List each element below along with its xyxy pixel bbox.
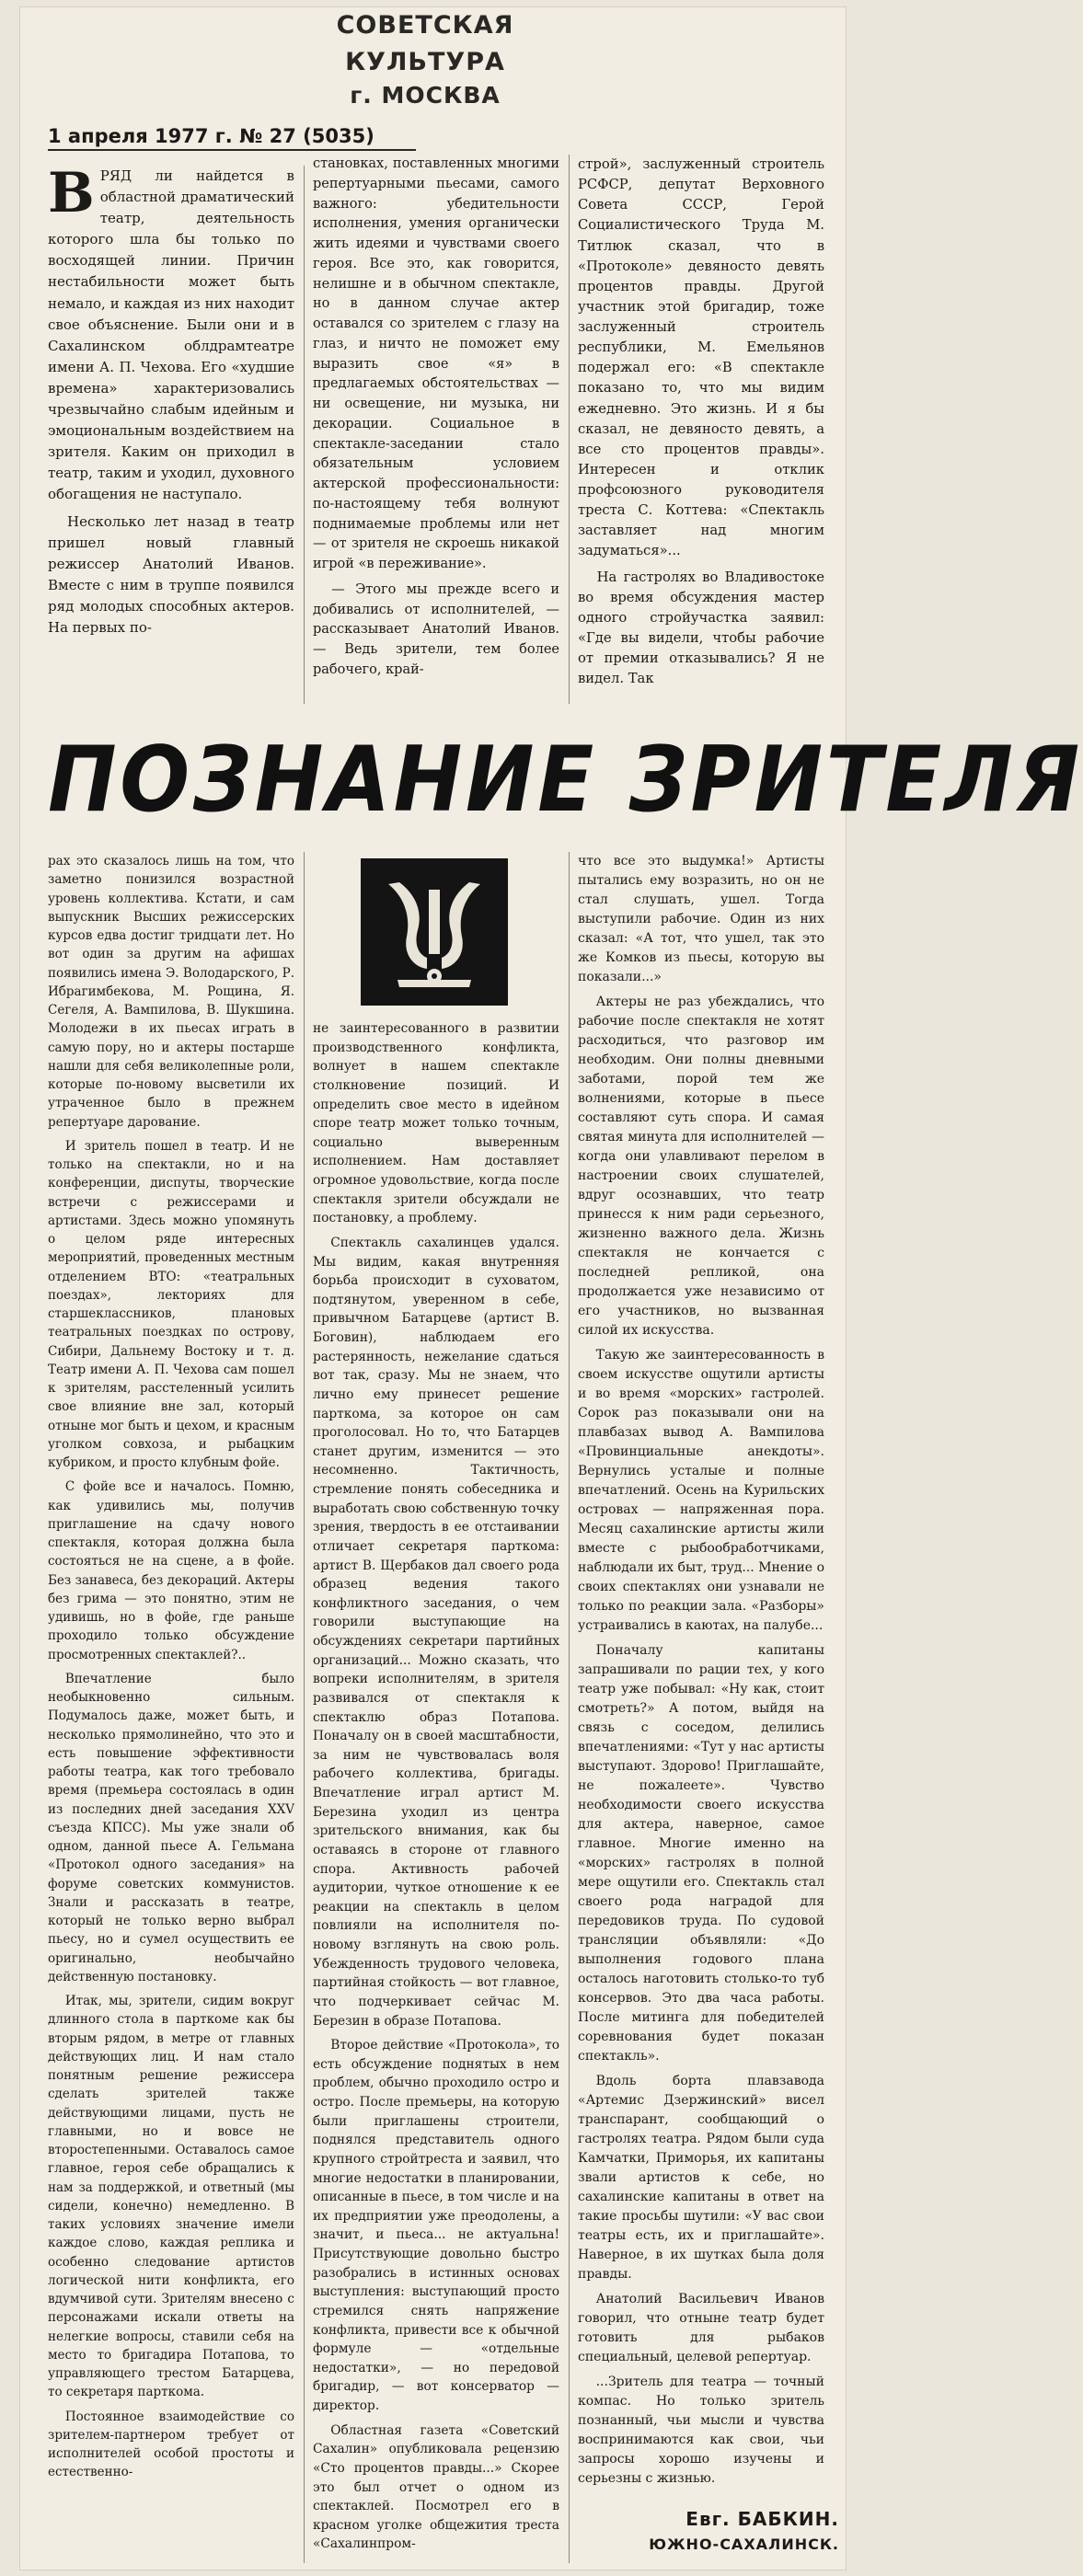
newspaper-city: г. МОСКВА [350,82,501,109]
paragraph: строй», заслуженный строитель РСФСР, депутат Верховного Совета СССР, Герой Социалистического Труда М. Титлюк сказал, что в «Протоколе» девяносто девять процентов правды. Другой участник этой бригадир, тоже заслуженный строитель республики, М. Емельянов подержал его: «В спектакле показано то, что мы видим ежедневно. Это жизнь. И я бы сказал, не девяносто девять, а все сто процентов правды». Интересен и отклик профсоюзного руководителя треста С. Коттева: «Спектакль заставляет над многим задуматься»... [578,156,824,559]
newspaper-clipping [20,7,1083,2570]
paragraph: Спектакль сахалинцев удался. Мы видим, какая внутренняя борьба происходит в суховатом, подтянутом, уверенном в себе, привычном Батарцеве (артист В. Боговин), наблюдаем его растерянность, нежелание сдаться вот так, сразу. Мы не знаем, что лично ему принесет решение парткома, за которое он сам проголосовал. Но то, что Батарцев станет другим, изменится — это несомненно. Тактичность, стремление понять собеседника и выработать свою собственную точку зрения, твердость в ее отстаивании отличает секретаря парткома: артист В. Щербаков дал своего рода образец ведения такого конфликтного заседания, о чем говорили выступающие на обсуждениях секретари партийных организаций... Можно сказать, что вопреки исполнителям, в зрителя развивался от спектакля к спектаклю образ Потапова. Поначалу он в своей масштабности, за ним не чувствовалась воля рабочего коллектива, бригады. Впечатление играл артист М. Березина уходил из центра зрительского внимания, как бы оставаясь в стороне от главного спора. Активность рабочей аудитории, чуткое отношение к ее реакции на спектакль в целом повлияли на исполнителя по-новому взглянуть на свою роль. Убежденность трудового человека, партийная стойкость — вот главное, что подчеркивает сейчас М. Березин в образе Потапова. [313,1235,559,2029]
paragraph: Впечатление было необыкновенно сильным. Подумалось даже, может быть, и несколько прямолинейно, что это и есть повышение эффективности работы театра, как того требовало время (премьера состоялась в один из последних дней заседания XXV съезда КПСС). Мы уже знали об одном, данной пьесе А. Гельмана «Протокол одного заседания» на форуме советских коммунистов. Знали и рассказать в театре, который не только верно выбрал пьесу, но и сумел осуществить ее оригинально, необычайно действенную постановку. [48,1671,294,1984]
paragraph: Актеры не раз убеждались, что рабочие после спектакля не хотят расходиться, что разговор им необходим. Они полны дневными заботами, порой тем же волнениями, которые в пьесе составляют суть спора. И самая святая минута для исполнителей — когда они улавливают перелом в настроении своих слушателей, вдруг осознавших, что театр принесся к ним ради серьезного, жизненно важного дела. Жизнь спектакля не кончается с последней репликой, она продолжается уже независимо от его участников, но вызванная силой их искусства. [578,995,824,1338]
paragraph: Анатолий Васильевич Иванов говорил, что отныне театр будет готовить для рыбаков специальный, целевой репертуар. [578,2292,824,2364]
paragraph: РЯД ли найдется в областной драматический театр, деятельность которого шла бы только по восходящей линии. Причин нестабильности может быть немало, и каждая из них находит свое объяснение. Были они и в Сахалинском облдрамтеатре имени А. П. Чехова. Его «худшие времена» характеризовались чрезвычайно слабым идейным и эмоциональным воздействием на зрителя. Каким он приходил в театр, таким и уходил, духовного обогащения не наступало. [48,167,294,503]
paragraph: не заинтересованного в развитии производственного конфликта, волнует в нашем спектакле столкновение позиций. И определить свое место в идейном споре театр может только точным, социально выверенным исполнением. Нам доставляет огромное удовольствие, когда после спектакля зрители обсуждали не постановку, а проблему. [313,1021,559,1226]
lower-column-2 [313,1019,559,2563]
paragraph: — Этого мы прежде всего и добивались от исполнителей, — рассказывает Анатолий Иванов. — Ведь зрители, тем более рабочего, край- [313,581,559,677]
upper-column-3 [578,155,824,704]
column-divider [304,166,305,704]
paragraph: Вдоль борта плавзавода «Артемис Дзержинский» висел транспарант, сообщающий о гастролях театра. Рядом были суда Камчатки, Приморья, их капитаны звали артистов к себе, но сахалинские капитаны в ответ на такие просьбы шутили: «У вас свои театры есть, их и приглашайте». Наверное, в их шутках была доля правды. [578,2074,824,2282]
theater-emblem-image [361,858,508,1006]
paragraph: Итак, мы, зрители, сидим вокруг длинного стола в парткоме как бы вторым рядом, в метре от главных действующих лиц. И нам стало понятным решение режиссера сделать зрителей также действующими лицами, пусть не главными, но и вовсе не второстепенными. Оставалось самое главное, героя себе обращались к нам за поддержкой, и ответный (мы сидели, конечно) немедленно. В таких условиях значение имели каждое слово, каждая реплика и особенно следование артистов логической нити конфликта, его вдумчивой сути. Зрителям внесено с персонажами искали ответы на нелегкие вопросы, ставили себя на место то бригадира Потапова, то управляющего трестом Батарцева, то секретаря парткома. [48,1994,294,2400]
paragraph: рах это сказалось лишь на том, что заметно понизился возрастной уровень коллектива. Кстати, и сам выпускник Высших режиссерских курсов едва достиг тридцати лет. Но вот один за другим на афишах появились имена Э. Володарского, Р. Ибрагимбекова, М. Рощина, Я. Сегеля, А. Вампилова, В. Шукшина. Молодежи в их пьесах играть в самую пору, но и актеры постарше нашли для себя великолепные роли, которые по-новому высветили их утраченное было в прежнем репертуаре дарование. [48,854,294,1130]
paragraph: Постоянное взаимодействие со зрителем-партнером требует от исполнителей особой простоты и естественно- [48,2409,294,2480]
paragraph: На гастролях во Владивостоке во время обсуждения мастер одного стройучастка заявил: «Где вы видели, чтобы рабочие от премии отказывались? Я не видел. Так [578,569,824,687]
upper-column-2 [313,155,559,704]
headline: ПОЗНАНИЕ ЗРИТЕЛЯ [48,728,1083,833]
paragraph: что все это выдумка!» Артисты пытались ему возразить, но он не стал слушать, ушел. Тогда выступили рабочие. Один из них сказал: «А тот, что ушел, так это же Комков из пьесы, которую вы показали...» [578,854,824,984]
drop-cap: В [48,161,95,225]
paragraph: Второе действие «Протокола», то есть обсуждение поднятых в нем проблем, обычно проходило остро и остро. После премьеры, на которую были приглашены строители, поднялся представитель одного крупного стройтреста и заявил, что многие недостатки в планировании, описанные в пьесе, в том числе и на их предприятии уже преодолены, а значит, и пьеса... не актуальна! Присутствующие довольно быстро разобрались в истинных основах выступления: выступающий просто стремился снять напряжение конфликта, привести все к обычной формуле — «отдельные недостатки», — но передовой бригадир, — вот консерватор — директор. [313,2038,559,2413]
paragraph: С фойе все и началось. Помню, как удивились мы, получив приглашение на сдачу нового спектакля, которая должна была состояться не на сцене, а в фойе. Без занавеса, без декораций. Актеры без грима — это понятно, этим не удивишь, но в фойе, где раньше проходило только обсуждение просмотренных спектаклей?.. [48,1479,294,1662]
paragraph: Поначалу капитаны запрашивали по рации тех, у кого театр уже побывал: «Ну как, стоит смотреть?» А потом, выйдя на связь с соседом, делились впечатлениями: «Тут у нас артисты выступают. Здорово! Приглашайте, не пожалеете». Чувство необходимости своего искусства для актера, наверное, самое главное. Многие именно на «морских» гастролях в полной мере ощутили его. Спектакль стал своего рода наградой для передовиков труда. По судовой трансляции объявляли: «До выполнения годового плана осталось наготовить столько-то туб консервов. Это два часа работы. После митинга для победителей соревнования будет показан спектакль». [578,1643,824,2064]
paragraph: И зритель пошел в театр. И не только на спектакли, но и на конференции, диспуты, творческие встречи с режиссерами и артистами. Здесь можно упомянуть о целом ряде интересных мероприятий, проведенных местным отделением ВТО: «театральных поездах», лекториях для старшеклассников, плановых театральных поездках по острову, Сибири, Дальнему Востоку и т. д. Театр имени А. П. Чехова сам пошел к зрителям, расстеленный усилить свое влияние вне зал, который отныне мог быть и цехом, и красным уголком совхоза, и рыбацким кубриком, и просто клубным фойе. [48,1138,294,1470]
lower-column-3 [578,852,824,2494]
newspaper-stamp [287,7,563,109]
paragraph: Несколько лет назад в театр пришел новый главный режиссер Анатолий Иванов. Вместе с ним в труппе появился ряд молодых способных актеров. На первых по- [48,512,294,636]
author-city: ЮЖНО-САХАЛИНСК. [649,2536,839,2553]
column-divider [569,155,570,704]
newspaper-name: СОВЕТСКАЯ КУЛЬТУРА [336,11,514,76]
paragraph: становках, поставленных многими репертуарными пьесами, самого важного: убедительности исполнения, умения органически жить идеями и чувствами своего героя. Все это, как говорится, нелишне и в обычном спектакле, но в данном случае актер оставался со зрителем с глазу на глаз, и ничто не поможет ему выразить свое «я» в предлагаемых обстоятельствах — ни освещение, ни музыка, ни декорации. Социальное в спектакле-заседании стало обязательным условием актерской профессиональности: по-настоящему тебя волнуют поднимаемые проблемы или нет — от зрителя не скроешь никакой игрой «в переживание». [313,156,559,571]
upper-column-1 [48,161,294,704]
column-divider [569,852,570,2563]
paragraph: Областная газета «Советский Сахалин» опубликовала рецензию «Сто процентов правды...» Скорее это был отчет о одном из спектаклей. Посмотрел его в красном уголке общежития треста «Сахалинпром- [313,2422,559,2552]
author-byline: Евг. БАБКИН. [686,2508,839,2530]
lower-column-1 [48,852,294,2563]
paragraph: ...Зритель для театра — точный компас. Но только зритель познанный, чьи мысли и чувства воспринимаются как свои, чьи запросы хорошо изучены и серьезны с жизнью. [578,2375,824,2486]
paragraph: Такую же заинтересованность в своем искусстве ощутили артисты и во время «морских» гастролей. Сорок раз показывали они на плавбазах вывод А. Вампилова «Провинциальные анекдоты». Вернулись усталые и полные впечатлений. Осень на Курильских островах — напряженная пора. Месяц сахалинские артисты жили вместе с рыбообработчиками, наблюдали их быт, труд... Мнение о своих спектаклях они узнавали не только по реакции зала. «Разборы» устраивались в каютах, на палубе... [578,1348,824,1633]
issue-dateline: 1 апреля 1977 г. № 27 (5035) [48,125,416,151]
theater-emblem-icon [361,858,508,1006]
column-divider [304,852,305,2563]
